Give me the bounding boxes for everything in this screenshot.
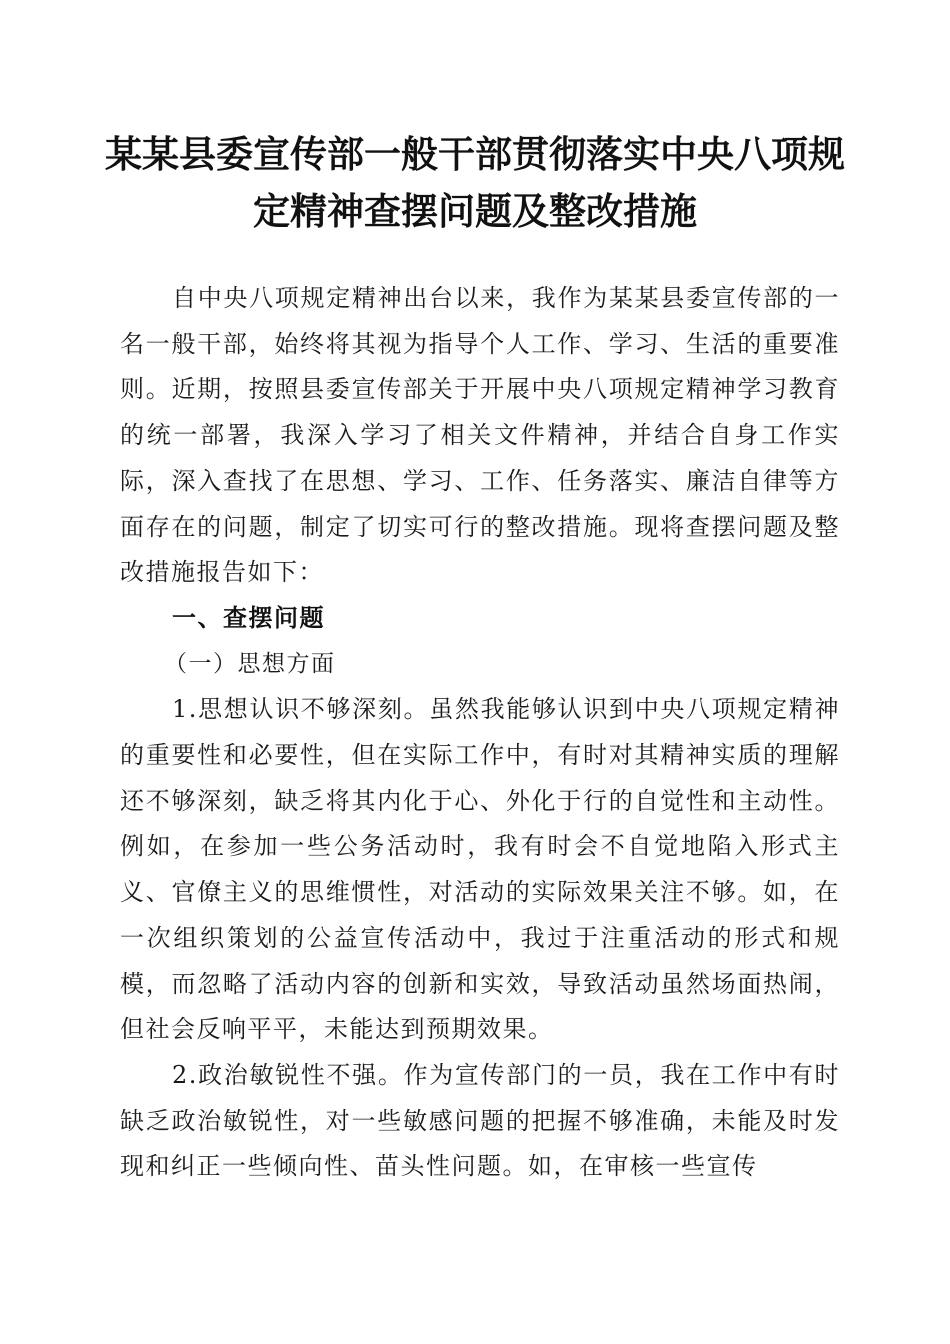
intro-paragraph: 自中央八项规定精神出台以来，我作为某某县委宣传部的一名一般干部，始终将其视为指导个人工作、学习、生活的重要准则。近期，按照县委宣传部关于开展中央八项规定精神学习教育的统一部署，我深入学习了相关文件精神，并结合自身工作实际，深入查找了在思想、学习、工作、任务落实、廉洁自律等方面存在的问题，制定了切实可行的整改措施。现将查摆问题及整改措施报告如下： [120, 284, 840, 587]
title-line-2: 定精神查摆问题及整改措施 [253, 189, 697, 233]
problem-item-1: 1.思想认识不够深刻。虽然我能够认识到中央八项规定精神的重要性和必要性，但在实际工作中，有时对其精神实质的理解还不够深刻，缺乏将其内化于心、外化于行的自觉性和主动性。例如，在参加一些公务活动时，我有时会不自觉地陷入形式主义、官僚主义的思维惯性，对活动的实际效果关注不够。如，在一次组织策划的公益宣传活动中，我过于注重活动的形式和规模，而忽略了活动内容的创新和实效，导致活动虽然场面热闹，但社会反响平平，未能达到预期效果。 [120, 695, 840, 1044]
document-body [120, 276, 840, 1190]
title-line-1: 某某县委宣传部一般干部贯彻落实中央八项规 [105, 132, 845, 176]
section-heading-problems: 一、查摆问题 [172, 603, 325, 632]
problem-item-2: 2.政治敏锐性不强。作为宣传部门的一员，我在工作中有时缺乏政治敏锐性，对一些敏感问题的把握不够准确，未能及时发现和纠正一些倾向性、苗头性问题。如，在审核一些宣传 [120, 1060, 840, 1181]
document-title [0, 126, 950, 240]
subsection-heading-thinking: （一）思想方面 [164, 650, 336, 677]
